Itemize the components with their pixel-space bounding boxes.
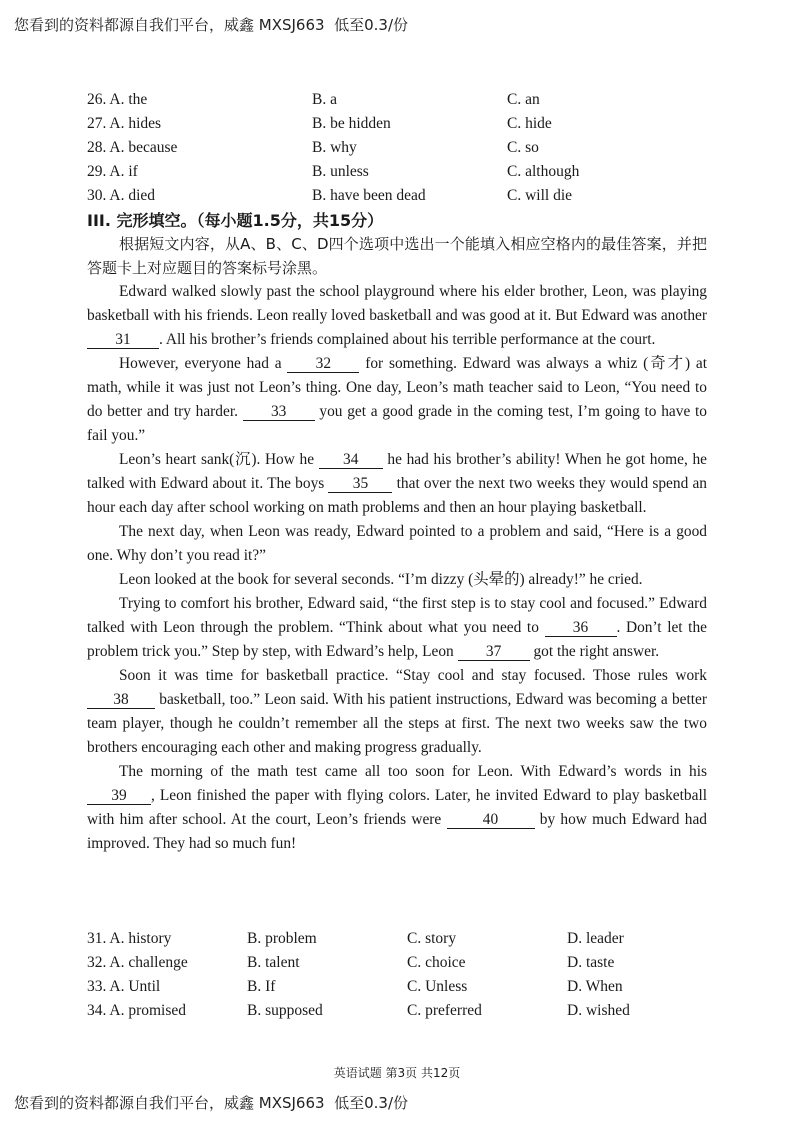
option-b: B. be hidden: [312, 115, 391, 132]
option-d: D. taste: [567, 954, 615, 971]
option-row: [87, 186, 727, 210]
page-footer: 英语试题 第3页 共12页: [333, 1066, 461, 1080]
paragraph-1: Edward walked slowly past the school playground where his elder brother, Leon, was playing basketball with his friends. Leon really loved basketball and was good at it. But Edward was another 31 . All his brother’s friends complained about his terrible performance at the court.: [87, 283, 707, 348]
paragraph-5: Leon looked at the book for several seconds. “I’m dizzy (头晕的) already!” he cried.: [119, 571, 643, 588]
option-a: 26. A. the: [87, 91, 148, 108]
option-a: 32. A. challenge: [87, 954, 188, 971]
option-c: C. story: [407, 930, 457, 947]
blank-31: 31: [87, 331, 159, 349]
option-row: [87, 114, 727, 138]
option-a: 34. A. promised: [87, 1002, 187, 1019]
option-a: 30. A. died: [87, 187, 156, 204]
option-c: C. choice: [407, 954, 466, 971]
option-b: B. a: [312, 91, 337, 108]
option-b: B. why: [312, 139, 357, 156]
blank-39: 39: [87, 787, 151, 805]
option-b: B. supposed: [247, 1002, 323, 1019]
option-row: [87, 162, 727, 186]
paragraph-6: Trying to comfort his brother, Edward said, “the first step is to stay cool and focused.” Edward talked with Leon through the problem. “Think about what you need to 36 . Don’t let the problem trick you.” Step by step, with Edward’s help, Leon 37 got the right answer.: [87, 595, 707, 660]
option-b: B. If: [247, 978, 276, 995]
watermark-top: 您看到的资料都源自我们平台，威鑫 MXSJ663 低至0.3/份: [14, 16, 409, 34]
blank-37: 37: [458, 643, 530, 661]
option-c: C. so: [507, 139, 539, 156]
option-c: C. an: [507, 91, 540, 108]
option-row: [87, 138, 727, 162]
paragraph-4: The next day, when Leon was ready, Edward pointed to a problem and said, “Here is a good one. Why don’t you read it?”: [87, 523, 707, 564]
option-a: 33. A. Until: [87, 978, 161, 995]
option-c: C. preferred: [407, 1002, 482, 1019]
blank-33: 33: [243, 403, 315, 421]
blank-36: 36: [545, 619, 617, 637]
option-a: 29. A. if: [87, 163, 138, 180]
option-a: 27. A. hides: [87, 115, 162, 132]
option-d: D. wished: [567, 1002, 630, 1019]
instruction: 根据短文内容，从A、B、C、D四个选项中选出一个能填入相应空格内的最佳答案，并把答题卡上对应题目的答案标号涂黑。: [87, 235, 707, 277]
paragraph-3: Leon’s heart sank(沉). How he 34 he had his brother’s ability! When he got home, he talked with Edward about it. The boys 35 that over the next two weeks they would spend an hour each day after school working on math problems and then an hour playing basketball.: [87, 451, 707, 516]
blank-34: 34: [319, 451, 383, 469]
option-c: C. Unless: [407, 978, 468, 995]
blank-38: 38: [87, 691, 155, 709]
option-d: D. When: [567, 978, 623, 995]
options-26-30: [87, 90, 727, 210]
option-c: C. will die: [507, 187, 573, 204]
blank-35: 35: [328, 475, 392, 493]
paragraph-7: Soon it was time for basketball practice. “Stay cool and stay focused. Those rules work 38 basketball, too.” Leon said. With his patient instructions, Edward was becoming a better team player, though he couldn’t remember all the steps at first. The next two weeks saw the two brothers encouraging each other and making progress gradually.: [87, 667, 707, 756]
option-row: [87, 90, 727, 114]
option-b: B. have been dead: [312, 187, 426, 204]
question-row: [87, 953, 727, 977]
option-c: C. hide: [507, 115, 552, 132]
question-row: [87, 1001, 727, 1025]
option-b: B. talent: [247, 954, 300, 971]
option-d: D. leader: [567, 930, 624, 947]
options-31-34: [87, 929, 727, 1025]
blank-40: 40: [447, 811, 535, 829]
paragraph-8: The morning of the math test came all too soon for Leon. With Edward’s words in his 39 , Leon finished the paper with flying colors. Later, he invited Edward to play basketball with him after school. At the court, Leon’s friends were 40 by how much Edward had improved. They had so much fun!: [87, 763, 707, 852]
question-row: [87, 977, 727, 1001]
option-b: B. unless: [312, 163, 369, 180]
option-a: 28. A. because: [87, 139, 178, 156]
paragraph-2: However, everyone had a 32 for something. Edward was always a whiz (奇才) at math, while it was just not Leon’s thing. One day, Leon’s math teacher said to Leon, “You need to do better and try harder. 33 you get a good grade in the coming test, I’m going to have to fail you.”: [87, 355, 707, 444]
blank-32: 32: [287, 355, 359, 373]
section-title: III. 完形填空。（每小题1.5分，共15分）: [87, 211, 384, 230]
option-b: B. problem: [247, 930, 317, 947]
option-a: 31. A. history: [87, 930, 172, 947]
watermark-bottom: 您看到的资料都源自我们平台，威鑫 MXSJ663 低至0.3/份: [14, 1094, 409, 1112]
cloze-passage: [87, 232, 707, 856]
question-row: [87, 929, 727, 953]
option-c: C. although: [507, 163, 580, 180]
